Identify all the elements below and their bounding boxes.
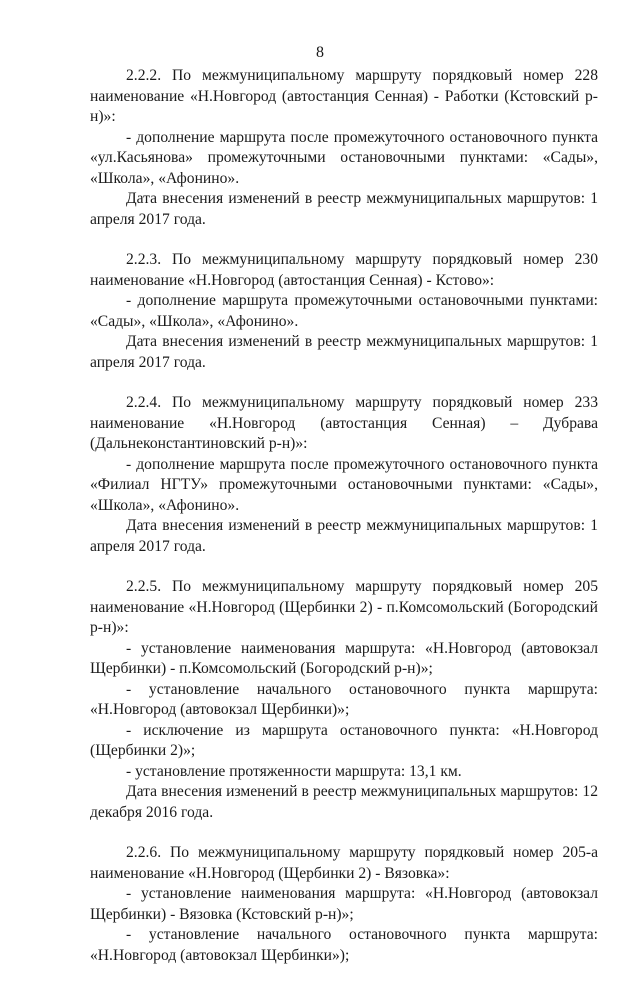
effective-date: Дата внесения изменений в реестр межмуниципальных маршрутов: 12 декабря 2016 года. (90, 783, 598, 821)
page-number: 8 (316, 44, 324, 61)
list-item: - дополнение маршрута после промежуточного остановочного пункта «ул.Касьянова» промежуточными остановочными пунктами: «Сады», «Школа», «Афонино». (90, 128, 598, 187)
list-item: - установление наименования маршрута: «Н.Новгород (автовокзал Щербинки) - Вязовка (Кстовский р-н)»; (90, 885, 598, 923)
section-2-2-5 (90, 577, 598, 823)
list-item: - установление начального остановочного пункта маршрута: «Н.Новгород (автовокзал Щербинки)»; (90, 680, 598, 718)
list-item: - установление начального остановочного пункта маршрута: «Н.Новгород (автовокзал Щербинки»); (90, 926, 598, 964)
section-2-2-4 (90, 393, 598, 557)
list-item: - исключение из маршрута остановочного пункта: «Н.Новгород (Щербинки 2)»; (90, 721, 598, 759)
section-2-2-3 (90, 250, 598, 373)
effective-date: Дата внесения изменений в реестр межмуниципальных маршрутов: 1 апреля 2017 года. (90, 190, 598, 228)
section-2-2-2 (90, 66, 598, 230)
effective-date: Дата внесения изменений в реестр межмуниципальных маршрутов: 1 апреля 2017 года. (90, 333, 598, 371)
section-heading: 2.2.5. По межмуниципальному маршруту порядковый номер 205 наименование «Н.Новгород (Щербинки 2) - п.Комсомольский (Богородский р-н)»: (90, 578, 598, 636)
document-body (90, 66, 598, 986)
section-heading: 2.2.3. По межмуниципальному маршруту порядковый номер 230 наименование «Н.Новгород (автостанция Сенная) - Кстово»: (90, 251, 598, 289)
effective-date: Дата внесения изменений в реестр межмуниципальных маршрутов: 1 апреля 2017 года. (90, 517, 598, 555)
list-item: - дополнение маршрута промежуточными остановочными пунктами: «Сады», «Школа», «Афонино». (90, 292, 598, 330)
list-item: - установление протяженности маршрута: 13,1 км. (126, 762, 462, 780)
section-heading: 2.2.4. По межмуниципальному маршруту порядковый номер 233 наименование «Н.Новгород (автостанция Сенная) – Дубрава (Дальнеконстантиновский р-н)»: (90, 394, 598, 452)
section-heading: 2.2.2. По межмуниципальному маршруту порядковый номер 228 наименование «Н.Новгород (автостанция Сенная) - Работки (Кстовский р-н)»: (90, 67, 598, 125)
list-item: - установление наименования маршрута: «Н.Новгород (автовокзал Щербинки) - п.Комсомольский (Богородский р-н)»; (90, 639, 598, 677)
list-item: - дополнение маршрута после промежуточного остановочного пункта «Филиал НГТУ» промежуточными остановочными пунктами: «Сады», «Школа», «Афонино». (90, 455, 598, 514)
section-heading: 2.2.6. По межмуниципальному маршруту порядковый номер 205-а наименование «Н.Новгород (Щербинки 2) - Вязовка»: (90, 844, 598, 882)
